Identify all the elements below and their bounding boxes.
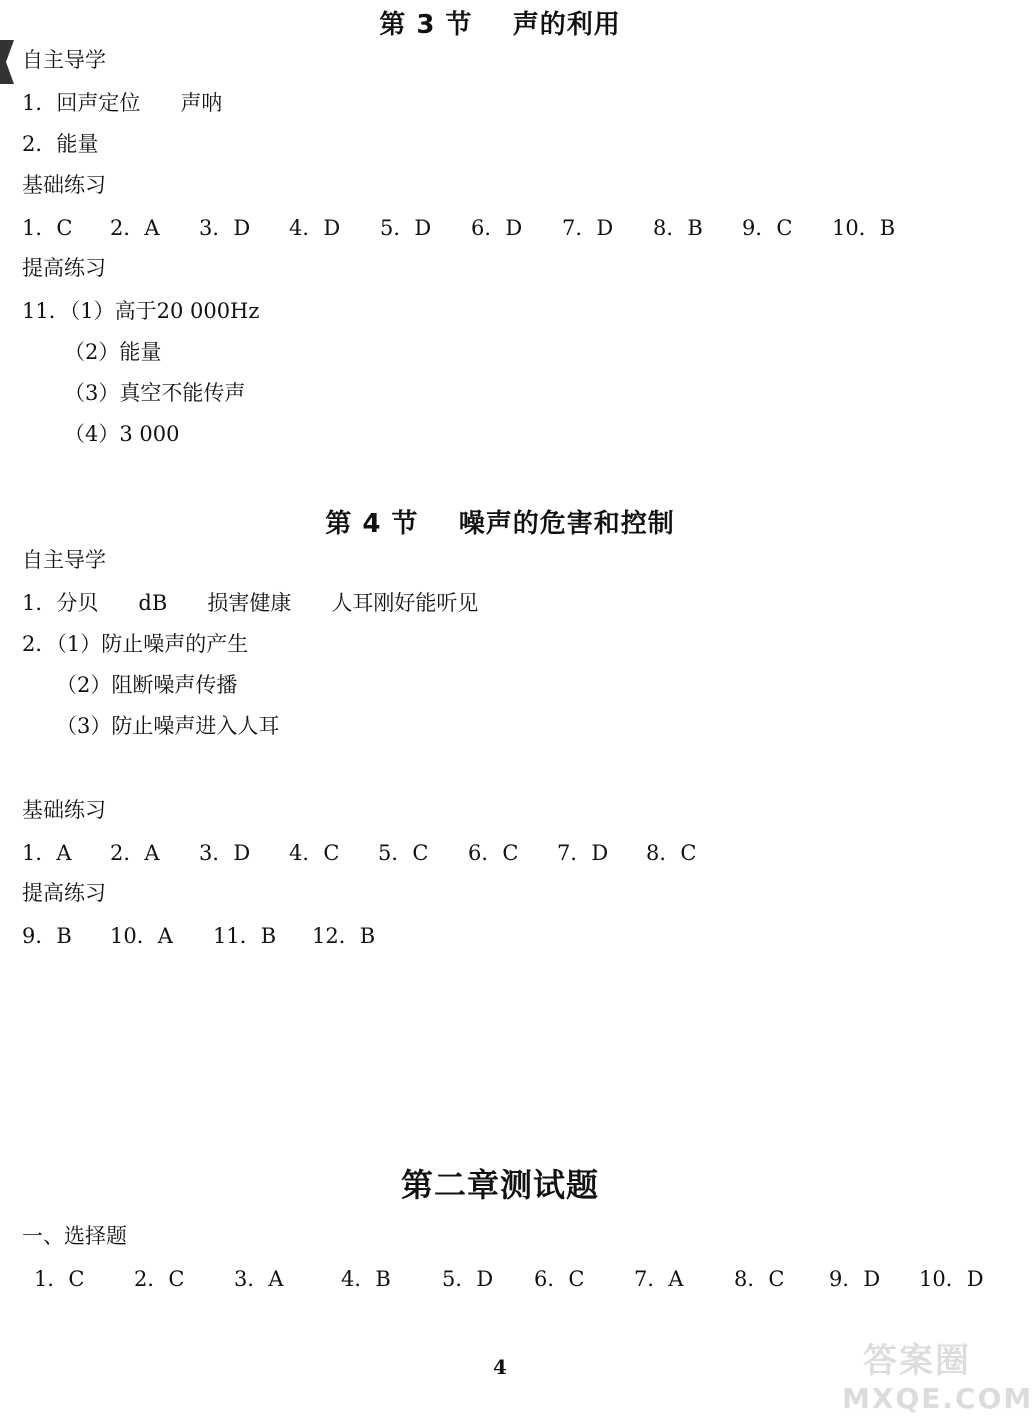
answer-item: 3．A bbox=[234, 1267, 284, 1291]
answer-item: 7．D bbox=[562, 216, 614, 240]
section-4-self-study-line-3: （2）阻断噪声传播 bbox=[56, 673, 238, 697]
answer-item: 5．C bbox=[378, 841, 429, 865]
answer-item: 9．B bbox=[22, 924, 72, 948]
answer-item: 8．C bbox=[646, 841, 697, 865]
answer-item: 7．D bbox=[557, 841, 609, 865]
watermark-domain-text: MXQE.COM bbox=[842, 1382, 1033, 1415]
site-watermark bbox=[842, 1333, 1033, 1415]
answer-item: 3．D bbox=[199, 841, 251, 865]
section-3-basic-answers bbox=[22, 214, 982, 242]
watermark-logo-text: 答案圈 bbox=[863, 1341, 971, 1381]
section-3-advanced-line-2: （2）能量 bbox=[64, 340, 162, 364]
answer-item: 2．A bbox=[110, 216, 160, 240]
answer-item: 7．A bbox=[634, 1267, 684, 1291]
section-3-self-study-line-2: 2．能量 bbox=[22, 132, 99, 156]
section-3-title: 第 3 节 声的利用 bbox=[379, 10, 621, 40]
answer-item: 10．D bbox=[919, 1267, 984, 1291]
page-number: 4 bbox=[493, 1355, 507, 1379]
section-3-advanced-line-1: 11．（1）高于20 000Hz bbox=[22, 299, 260, 323]
answer-item: 6．D bbox=[471, 216, 523, 240]
section-4-self-study-line-2: 2．（1）防止噪声的产生 bbox=[22, 632, 249, 656]
answer-item: 8．B bbox=[653, 216, 703, 240]
chapter-test-choice-heading: 一、选择题 bbox=[22, 1224, 127, 1248]
section-3-advanced-line-4: （4）3 000 bbox=[64, 422, 180, 446]
answer-item: 2．C bbox=[134, 1267, 185, 1291]
answer-item: 1．C bbox=[22, 216, 73, 240]
section-4-self-study-line-4: （3）防止噪声进入人耳 bbox=[56, 714, 280, 738]
section-4-self-study-heading: 自主导学 bbox=[22, 548, 106, 572]
answer-item: 4．C bbox=[289, 841, 340, 865]
answer-item: 11．B bbox=[213, 924, 277, 948]
section-4-basic-heading: 基础练习 bbox=[22, 798, 106, 822]
answer-item: 6．C bbox=[534, 1267, 585, 1291]
answer-item: 4．B bbox=[341, 1267, 391, 1291]
answer-item: 10．A bbox=[110, 924, 173, 948]
section-4-self-study-line-1: 1．分贝 dB 损害健康 人耳刚好能听见 bbox=[22, 591, 479, 615]
section-3-advanced-line-3: （3）真空不能传声 bbox=[64, 381, 246, 405]
section-4-advanced-answers bbox=[22, 922, 442, 950]
answer-item: 5．D bbox=[380, 216, 432, 240]
chapter-test-choice-answers bbox=[34, 1265, 994, 1293]
answer-item: 4．D bbox=[289, 216, 341, 240]
answer-item: 1．C bbox=[34, 1267, 85, 1291]
section-3-basic-heading: 基础练习 bbox=[22, 173, 106, 197]
section-3-advanced-heading: 提高练习 bbox=[22, 256, 106, 280]
answer-item: 12．B bbox=[312, 924, 376, 948]
chapter-test-title: 第二章测试题 bbox=[400, 1166, 599, 1204]
answer-item: 9．D bbox=[829, 1267, 881, 1291]
page-edge-marker bbox=[0, 40, 14, 84]
section-3-self-study-heading: 自主导学 bbox=[22, 48, 106, 72]
answer-item: 2．A bbox=[110, 841, 160, 865]
answer-item: 6．C bbox=[468, 841, 519, 865]
answer-item: 1．A bbox=[22, 841, 72, 865]
section-4-advanced-heading: 提高练习 bbox=[22, 881, 106, 905]
section-4-basic-answers bbox=[22, 839, 782, 867]
answer-item: 3．D bbox=[199, 216, 251, 240]
answer-item: 9．C bbox=[742, 216, 793, 240]
section-3-self-study-line-1: 1．回声定位 声呐 bbox=[22, 91, 223, 115]
answer-item: 5．D bbox=[442, 1267, 494, 1291]
answer-item: 8．C bbox=[734, 1267, 785, 1291]
section-4-title: 第 4 节 噪声的危害和控制 bbox=[325, 509, 675, 539]
answer-item: 10．B bbox=[832, 216, 896, 240]
